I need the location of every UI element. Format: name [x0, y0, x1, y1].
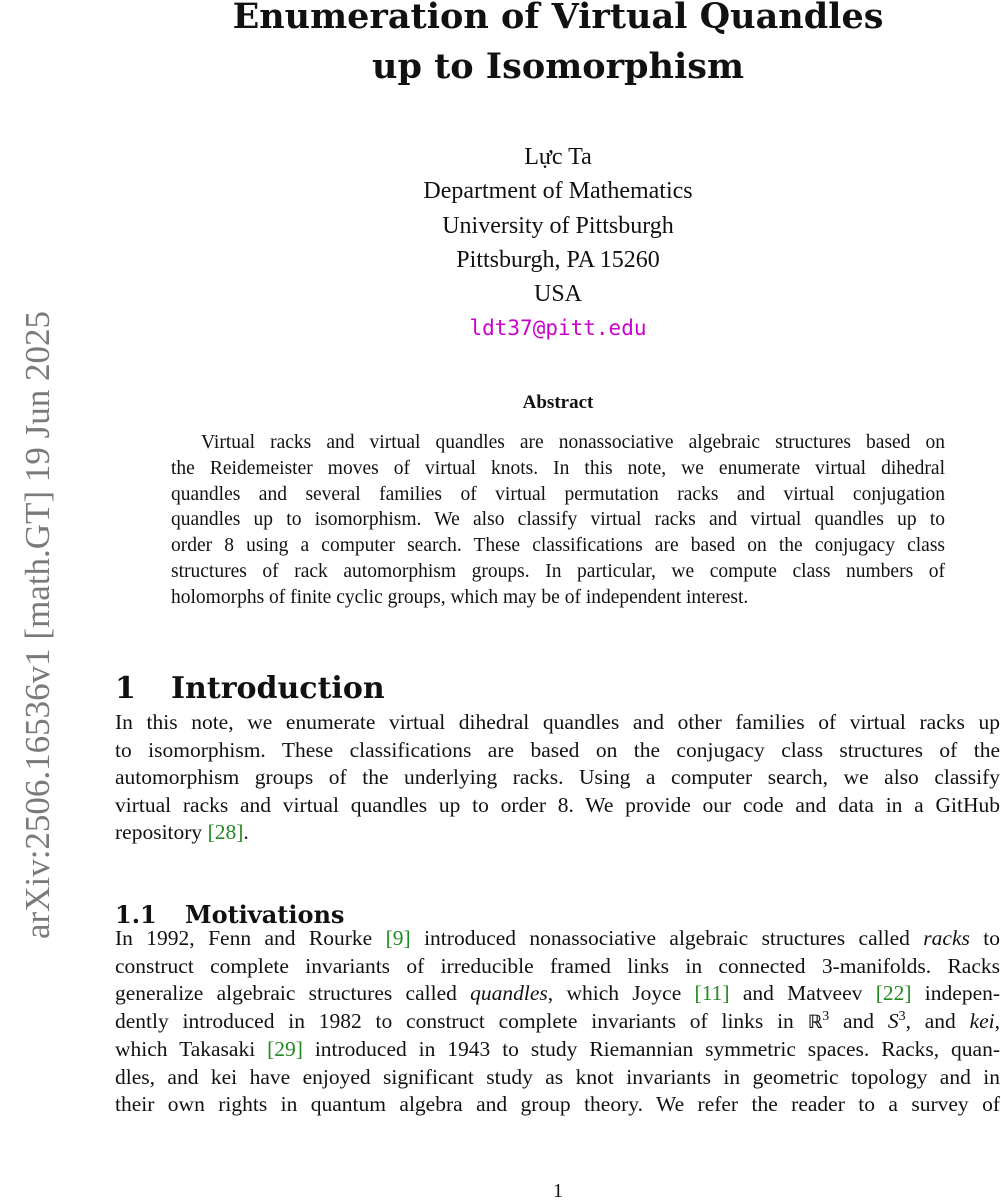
section-title: Introduction — [171, 670, 385, 706]
emphasis-quandles: quandles — [470, 981, 548, 1005]
abstract-line: the Reidemeister moves of virtual knots. In this note, we enumerate virtual dihedral — [171, 457, 945, 479]
abstract-line: structures of rack automorphism groups. In particular, we compute class numbers of — [171, 560, 945, 582]
math-exponent: 3 — [898, 1008, 906, 1024]
author-department: Department of Mathematics — [423, 178, 693, 205]
emphasis-kei: kei — [969, 1008, 995, 1033]
title-line-2: up to Isomorphism — [372, 46, 744, 87]
abstract-heading: Abstract — [522, 392, 594, 413]
citation-link[interactable]: [28] — [207, 820, 244, 844]
math-sphere-symbol: S — [887, 1008, 899, 1033]
text-run: indepen- — [911, 981, 1001, 1005]
text-run: and Matveev — [729, 981, 876, 1005]
citation-link[interactable]: [29] — [267, 1037, 303, 1061]
subsection-number: 1.1 — [115, 900, 157, 929]
abstract-line: holomorphs of finite cyclic groups, which may be of independent interest. — [171, 586, 749, 608]
motivations-paragraph — [115, 925, 1000, 1119]
abstract-body — [171, 430, 945, 611]
author-university: University of Pittsburgh — [442, 212, 674, 239]
paragraph-line: their own rights in quantum algebra and group theory. We refer the reader to a survey of — [115, 1092, 1000, 1116]
section-heading-introduction — [115, 671, 385, 706]
text-run: introduced in 1943 to study Riemannian symmetric spaces. Racks, quan- — [302, 1037, 1000, 1061]
abstract-line: quandles and several families of virtual permutation racks and virtual conjugation — [171, 483, 945, 505]
author-name: Lực Ta — [524, 144, 592, 170]
paragraph-line: virtual racks and virtual quandles up to order 8. We provide our code and data in a GitHub — [115, 792, 1000, 817]
text-run: In 1992, Fenn and Rourke — [115, 926, 386, 950]
paper-title — [200, 0, 916, 92]
abstract-line: order 8 using a computer search. These classifications are based on the conjugacy class — [171, 535, 945, 557]
text-run: , — [994, 1008, 1001, 1033]
author-city: Pittsburgh, PA 15260 — [456, 246, 660, 273]
citation-link[interactable]: [11] — [694, 981, 730, 1005]
text-run: dently introduced in 1982 to construct complete invariants of links in — [115, 1008, 808, 1033]
page-number: 1 — [553, 1180, 563, 1202]
abstract-line: quandles up to isomorphism. We also classify virtual racks and virtual quandles up to — [171, 509, 945, 531]
text-run: generalize algebraic structures called — [115, 981, 471, 1005]
author-country: USA — [533, 281, 582, 308]
paragraph-line — [115, 925, 1000, 953]
text-run: and — [829, 1008, 888, 1033]
subsection-title: Motivations — [185, 900, 345, 929]
text-run: which Takasaki — [115, 1037, 268, 1061]
text-run: , which Joyce — [547, 981, 695, 1005]
introduction-paragraph — [115, 709, 1000, 847]
paragraph-line: construct complete invariants of irreducible framed links in connected 3-manifolds. Racks — [115, 953, 1000, 978]
title-line-1: Enumeration of Virtual Quandles — [232, 0, 884, 37]
paragraph-line — [115, 1008, 1000, 1037]
text-run: . — [243, 820, 249, 844]
author-email[interactable]: ldt37@pitt.edu — [469, 316, 647, 341]
arxiv-identifier: arXiv:2506.16536v1 [math.GT] 19 Jun 2025 — [18, 311, 57, 939]
text-run: repository — [115, 820, 208, 844]
section-number: 1 — [115, 670, 136, 706]
citation-link[interactable]: [22] — [875, 981, 912, 1005]
paragraph-line: automorphism groups of the underlying racks. Using a computer search, we also classify — [115, 765, 1000, 789]
abstract-line: Virtual racks and virtual quandles are nonassociative algebraic structures based on — [201, 432, 945, 453]
paragraph-line: to isomorphism. These classifications are based on the conjugacy class structures of the — [115, 737, 1000, 762]
paragraph-line — [115, 819, 1000, 847]
math-reals-symbol: ℝ — [807, 1011, 823, 1033]
paragraph-line — [115, 980, 1000, 1008]
text-run: to — [969, 926, 1000, 950]
paragraph-line: dles, and kei have enjoyed significant study as knot invariants in geometric topology and in — [115, 1064, 1000, 1089]
math-exponent: 3 — [822, 1008, 830, 1024]
paragraph-line: In this note, we enumerate virtual dihedral quandles and other families of virtual racks up — [115, 710, 1000, 734]
emphasis-racks: racks — [923, 926, 970, 950]
paragraph-line — [115, 1036, 1000, 1064]
author-block — [330, 140, 786, 346]
text-run: , and — [905, 1008, 970, 1033]
text-run: introduced nonassociative algebraic structures called — [410, 926, 924, 950]
citation-link[interactable]: [9] — [385, 926, 411, 950]
